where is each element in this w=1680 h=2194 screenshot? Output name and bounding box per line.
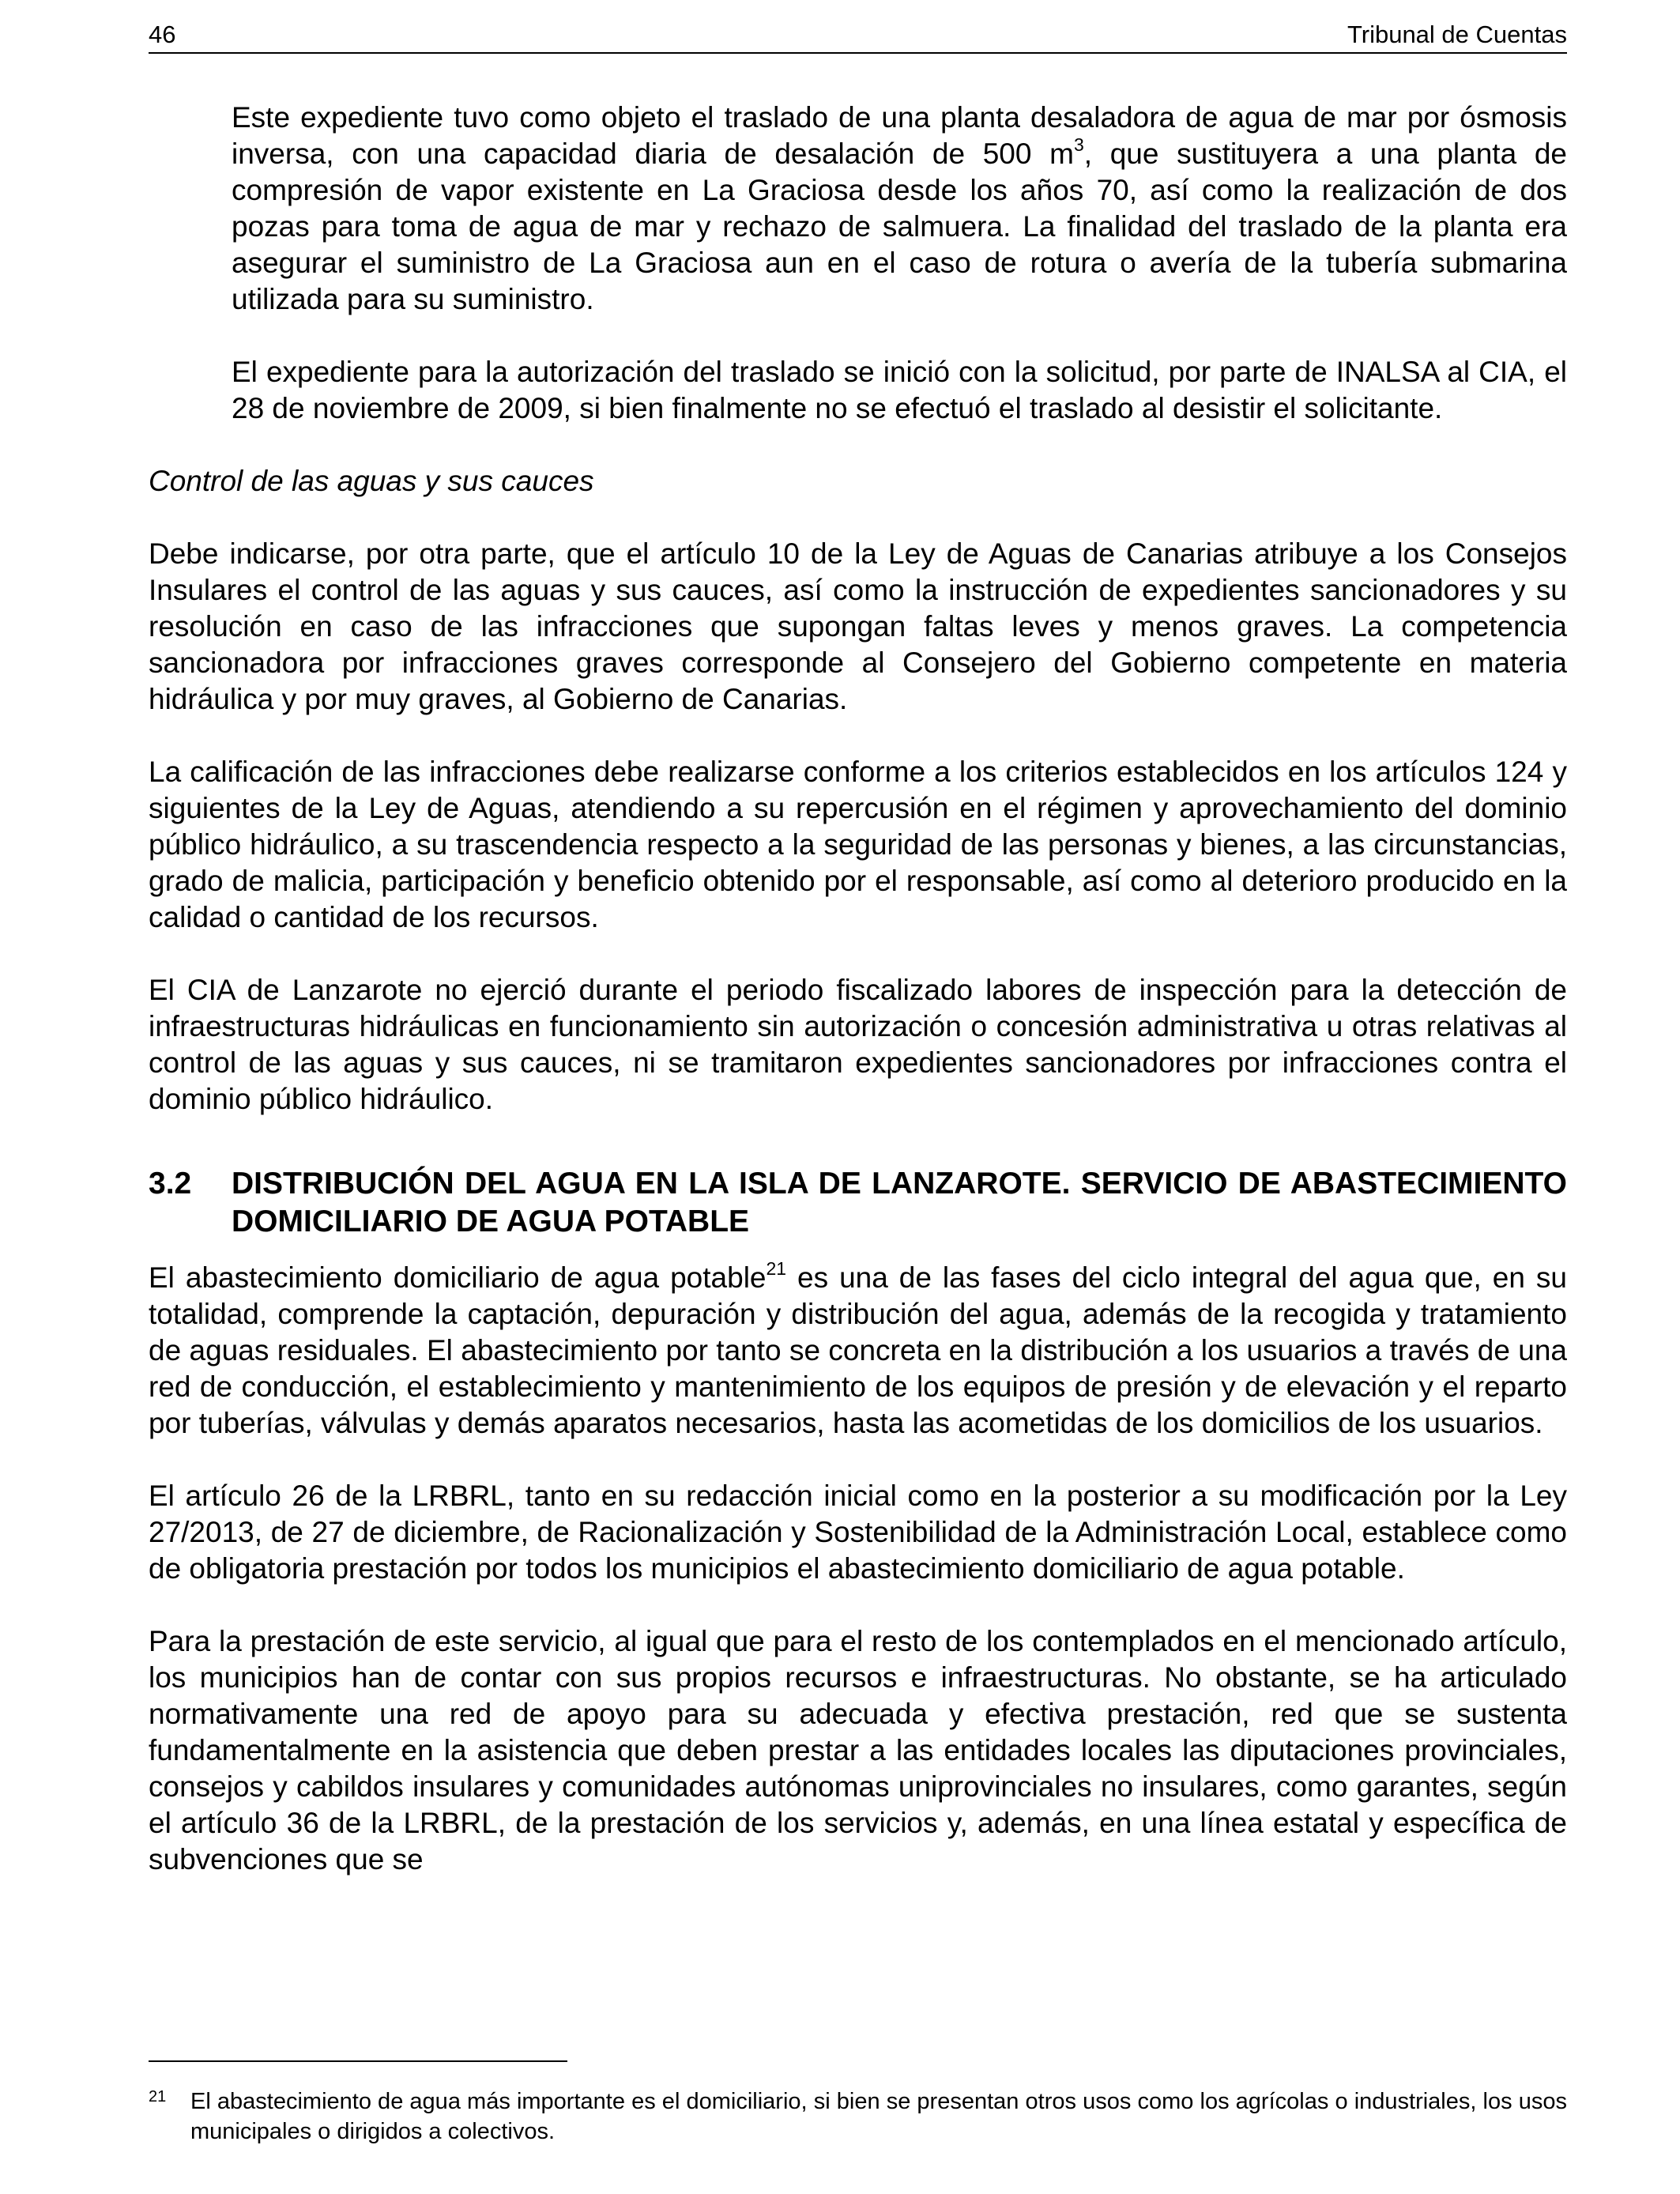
paragraph-abastecimiento-domiciliario [149, 1257, 1567, 1442]
paragraph-articulo-26: El artículo 26 de la LRBRL, tanto en su redacción inicial como en la posterior a su modificación por la Ley 27/2013, de 27 de diciembre, de Racionalización y Sostenibilidad de la Administración Local, establece como de obligatoria prestación por todos los municipios el abastecimiento domiciliario de agua potable. [149, 1480, 1567, 1585]
paragraph-calificacion-infracciones: La calificación de las infracciones debe realizarse conforme a los criterios establecidos en los artículos 124 y siguientes de la Ley de Aguas, atendiendo a su repercusión en el régimen y aprovechamiento del dominio público hidráulico, a su trascendencia respecto a la seguridad de las personas y bienes, a las circunstancias, grado de malicia, participación y beneficio obtenido por el responsable, así como al deterioro producido en la calidad o cantidad de los recursos. [149, 756, 1567, 933]
section-number: 3.2 [149, 1167, 192, 1201]
text-run: es una de las fases del ciclo integral del agua que, en su totalidad, comprende la captación, depuración y distribución del agua, además de la recogida y tratamiento de aguas residuales. El abastecimiento por tanto se concreta en la distribución a los usuarios a través de una red de conducción, el establecimiento y mantenimiento de los equipos de presión y de elevación y el reparto por tuberías, válvulas y demás aparatos necesarios, hasta las acometidas de los domicilios de los usuarios. [149, 1261, 1567, 1439]
footnote-separator [149, 2060, 567, 2062]
organization-name: Tribunal de Cuentas [1347, 21, 1567, 48]
page-number: 46 [149, 21, 176, 48]
footnote-marker: 21 [149, 2088, 167, 2105]
section-title: DISTRIBUCIÓN DEL AGUA EN LA ISLA DE LANZAROTE. SERVICIO DE ABASTECIMIENTO DOMICILIARIO DE AGUA POTABLE [232, 1167, 1567, 1238]
paragraph-expediente-traslado: El expediente para la autorización del traslado se inició con la solicitud, por parte de INALSA al CIA, el 28 de noviembre de 2009, si bien finalmente no se efectuó el traslado al desistir el solicitante. [232, 356, 1567, 424]
document-body [149, 100, 1567, 1914]
paragraph-prestacion-servicio: Para la prestación de este servicio, al igual que para el resto de los contemplados en el mencionado artículo, los municipios han de contar con sus propios recursos e infraestructuras. No obstante, se ha articulado normativamente una red de apoyo para su adecuada y efectiva prestación, red que se sustenta fundamentalmente en la asistencia que deben prestar a las entidades locales las diputaciones provinciales, consejos y cabildos insulares y comunidades autónomas uniprovinciales no insulares, como garantes, según el artículo 36 de la LRBRL, de la prestación de los servicios y, además, en una línea estatal y específica de subvenciones que se [149, 1625, 1567, 1875]
subheading-control-aguas: Control de las aguas y sus cauces [149, 465, 594, 497]
text-run: , que sustituyera a una planta de compresión de vapor existente en La Graciosa desde los años 70, así como la realización de dos pozas para toma de agua de mar y rechazo de salmuera. La finalidad del traslado de la planta era asegurar el suministro de La Graciosa aun en el caso de rotura o avería de la tubería submarina utilizada para su suministro. [232, 138, 1567, 315]
section-heading-3-2 [149, 1165, 1567, 1241]
text-run: Este expediente tuvo como objeto el traslado de una planta desaladora de agua de mar por ósmosis inversa, con una capacidad diaria de desalación de 500 m [232, 101, 1567, 170]
text-run: El abastecimiento domiciliario de agua potable [149, 1261, 767, 1294]
footnote-text: El abastecimiento de agua más importante es el domiciliario, si bien se presentan otros usos como los agrícolas o industriales, los usos municipales o dirigidos a colectivos. [190, 2089, 1567, 2144]
paragraph-planta-desaladora [232, 100, 1567, 318]
paragraph-cia-lanzarote: El CIA de Lanzarote no ejerció durante el periodo fiscalizado labores de inspección para la detección de infraestructuras hidráulicas en funcionamiento sin autorización o concesión administrativa u otras relativas al control de las aguas y sus cauces, ni se tramitaron expedientes sancionadores por infracciones contra el dominio público hidráulico. [149, 974, 1567, 1115]
superscript: 3 [1073, 134, 1084, 155]
footnote-reference-21[interactable]: 21 [766, 1257, 787, 1279]
paragraph-articulo-10: Debe indicarse, por otra parte, que el artículo 10 de la Ley de Aguas de Canarias atribuye a los Consejos Insulares el control de las aguas y sus cauces, así como la instrucción de expedientes sancionadores y su resolución en caso de las infracciones que supongan faltas leves y menos graves. La competencia sancionadora por infracciones graves corresponde al Consejero del Gobierno competente en materia hidráulica y por muy graves, al Gobierno de Canarias. [149, 537, 1567, 715]
page-header [149, 17, 1567, 54]
footnote-21 [149, 2087, 1567, 2147]
